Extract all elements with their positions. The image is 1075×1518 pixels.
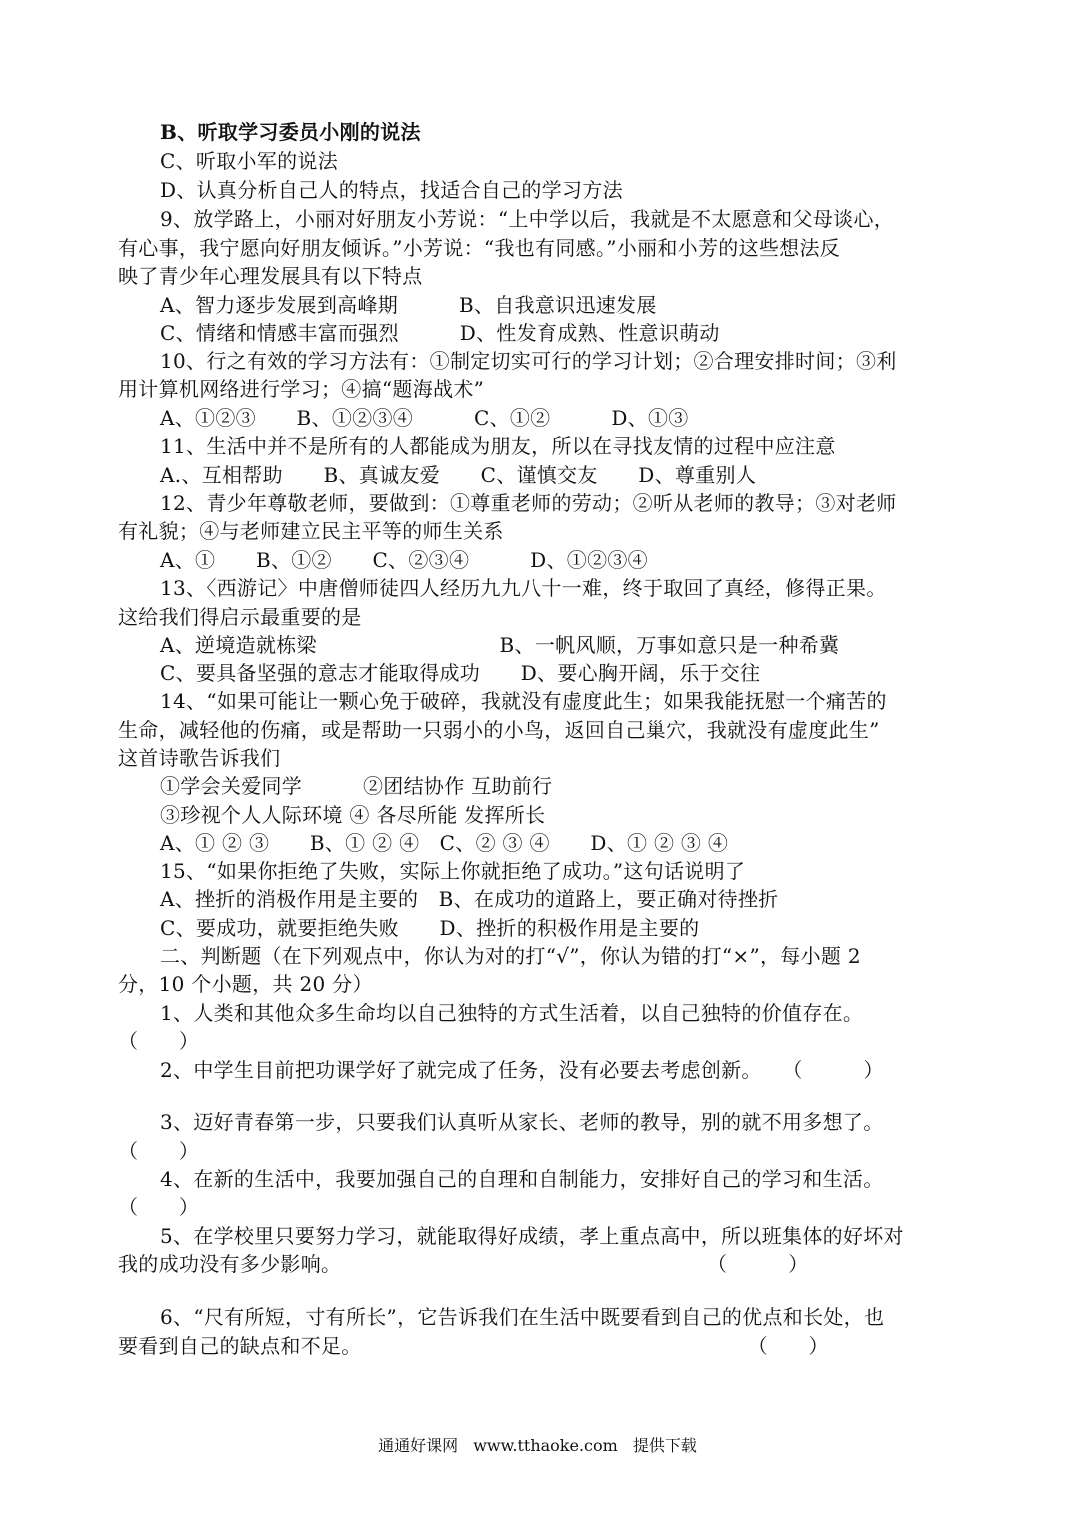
question-9-line-2: 有心事，我宁愿向好朋友倾诉。”小芳说：“我也有同感。”小丽和小芳的这些想法反 xyxy=(118,236,841,260)
section-2-heading-line-1: 二、判断题（在下列观点中，你认为对的打“√”，你认为错的打“×”，每小题 2 xyxy=(160,944,861,968)
question-10-line-2: 用计算机网络进行学习；④搞“题海战术” xyxy=(118,377,485,401)
question-10-line-1: 10、行之有效的学习方法有：①制定切实可行的学习计划；②合理安排时间；③利 xyxy=(160,349,897,373)
question-13-options-cd: C、要具备坚强的意志才能取得成功 D、要心胸开阔，乐于交往 xyxy=(160,661,761,685)
question-14-options: A、① ② ③ B、① ② ④ C、② ③ ④ D、① ② ③ ④ xyxy=(160,831,729,855)
question-15-line: 15、“如果你拒绝了失败，实际上你就拒绝了成功。”这句话说明了 xyxy=(160,859,746,883)
judgment-2-line: 2、中学生目前把功课学好了就完成了任务，没有必要去考虑创新。 （ ） xyxy=(160,1058,884,1082)
question-12-line-2: 有礼貌；④与老师建立民主平等的师生关系 xyxy=(118,519,504,543)
footer-url[interactable]: www.tthaoke.com xyxy=(473,1436,618,1455)
question-12-options: A、① B、①② C、②③④ D、①②③④ xyxy=(160,548,648,572)
option-c-line: C、听取小军的说法 xyxy=(160,149,339,173)
question-14-line-2: 生命，减轻他的伤痛，或是帮助一只弱小的小鸟，返回自己巢穴，我就没有虚度此生” xyxy=(118,718,880,742)
judgment-6-line-1: 6、“尺有所短，寸有所长”，它告诉我们在生活中既要看到自己的优点和长处，也 xyxy=(160,1305,885,1329)
question-15-options-ab: A、挫折的消极作用是主要的 B、在成功的道路上，要正确对待挫折 xyxy=(160,887,779,911)
question-13-options-ab: A、逆境造就栋梁 B、一帆风顺，万事如意只是一种希冀 xyxy=(160,633,840,657)
judgment-5-line-1: 5、在学校里只要努力学习，就能取得好成绩，孝上重点高中，所以班集体的好坏对 xyxy=(160,1224,904,1248)
option-b-line: B、听取学习委员小刚的说法 xyxy=(160,120,421,144)
judgment-1-answer-blank: （ ） xyxy=(118,1029,200,1053)
question-11-line: 11、生活中并不是所有的人都能成为朋友，所以在寻找友情的过程中应注意 xyxy=(160,434,836,458)
footer-site-name: 通通好课网 xyxy=(378,1436,459,1455)
question-9-line-1: 9、放学路上，小丽对好朋友小芳说：“上中学以后，我就是不太愿意和父母谈心， xyxy=(160,207,895,231)
judgment-4-answer-blank: （ ） xyxy=(118,1195,200,1219)
question-14-line-1: 14、“如果可能让一颗心免于破碎，我就没有虚度此生；如果我能抚慰一个痛苦的 xyxy=(160,689,887,713)
judgment-6-line-2: 要看到自己的缺点和不足。 （ ） xyxy=(118,1334,829,1358)
footer-note: 提供下载 xyxy=(632,1436,697,1455)
question-14-line-3: 这首诗歌告诉我们 xyxy=(118,746,281,770)
question-10-options: A、①②③ B、①②③④ C、①② D、①③ xyxy=(160,406,689,430)
question-15-options-cd: C、要成功，就要拒绝失败 D、挫折的积极作用是主要的 xyxy=(160,916,700,940)
question-14-statements-12: ①学会关爱同学 ②团结协作 互助前行 xyxy=(160,774,553,798)
judgment-3-answer-blank: （ ） xyxy=(118,1139,200,1163)
judgment-3-line: 3、迈好青春第一步，只要我们认真听从家长、老师的教导，别的就不用多想了。 xyxy=(160,1110,884,1134)
section-2-heading-line-2: 分，10 个小题，共 20 分） xyxy=(118,972,373,996)
judgment-5-line-2: 我的成功没有多少影响。 （ ） xyxy=(118,1252,809,1276)
page-footer xyxy=(0,1435,1075,1457)
question-9-options-cd: C、情绪和情感丰富而强烈 D、性发育成熟、性意识萌动 xyxy=(160,321,720,345)
question-12-line-1: 12、青少年尊敬老师，要做到：①尊重老师的劳动；②听从老师的教导；③对老师 xyxy=(160,491,897,515)
question-11-options: A.、互相帮助 B、真诚友爱 C、谨慎交友 D、尊重别人 xyxy=(160,463,757,487)
question-9-options-ab: A、智力逐步发展到高峰期 B、自我意识迅速发展 xyxy=(160,293,657,317)
option-d-line: D、认真分析自己人的特点，找适合自己的学习方法 xyxy=(160,178,623,202)
question-13-line-1: 13、〈西游记〉中唐僧师徒四人经历九九八十一难，终于取回了真经，修得正果。 xyxy=(160,576,887,600)
question-9-line-3: 映了青少年心理发展具有以下特点 xyxy=(118,264,423,288)
question-13-line-2: 这给我们得启示最重要的是 xyxy=(118,605,362,629)
judgment-1-line: 1、人类和其他众多生命均以自己独特的方式生活着，以自己独特的价值存在。 xyxy=(160,1001,864,1025)
judgment-4-line: 4、在新的生活中，我要加强自己的自理和自制能力，安排好自己的学习和生活。 xyxy=(160,1167,884,1191)
question-14-statements-34: ③珍视个人人际环境 ④ 各尽所能 发挥所长 xyxy=(160,803,546,827)
